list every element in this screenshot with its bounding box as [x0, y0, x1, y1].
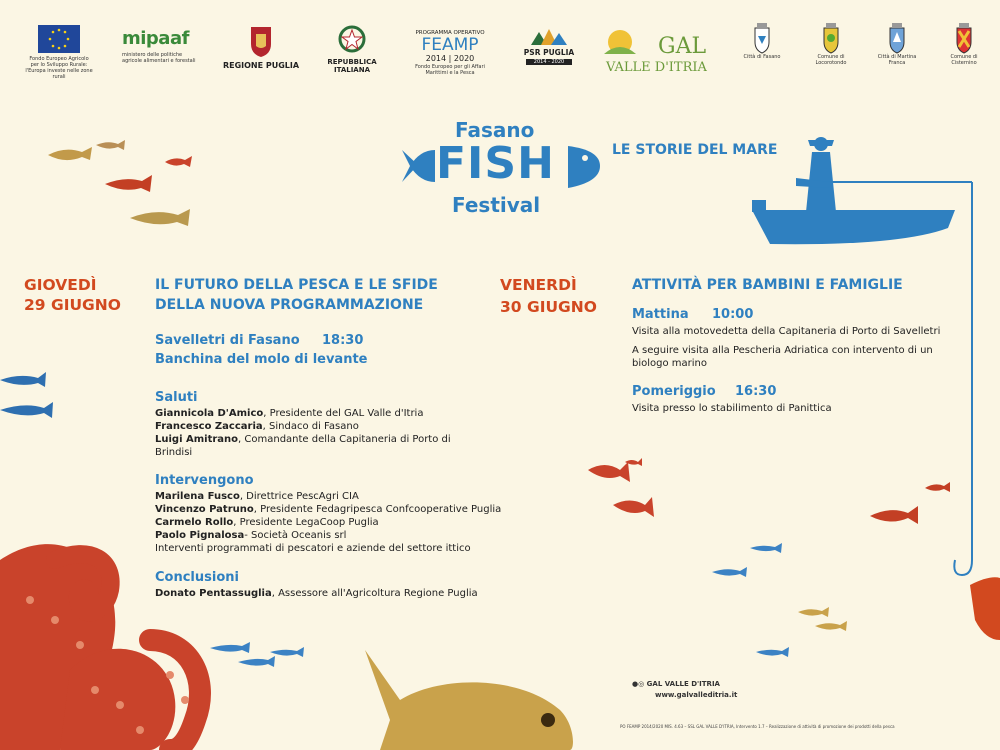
- website-link[interactable]: www.galvalleditria.it: [655, 691, 738, 699]
- psr-puglia-logo: [520, 26, 578, 65]
- left-heading-line2: DELLA NUOVA PROGRAMMAZIONE: [155, 297, 424, 313]
- sardine-illustration: [210, 642, 304, 667]
- title-fasano: Fasano: [455, 118, 535, 142]
- eu-flag-icon: [38, 25, 80, 53]
- intervengono-item: Carmelo Rollo, Presidente LegaCoop Puglia: [155, 517, 379, 528]
- fish-illustration: [870, 482, 950, 524]
- saluti-item: Luigi Amitrano, Comandante della Capitaneria di Porto di Brindisi: [155, 434, 451, 458]
- right-date: 30 GIUGNO: [500, 298, 597, 316]
- fasano-caption: Città di Fasano: [743, 54, 781, 60]
- intervengono-item: Marilena Fusco, Direttrice PescAgri CIA: [155, 491, 359, 502]
- fish-illustration: [970, 577, 1000, 640]
- intervengono-item: Vincenzo Patruno, Presidente Fedagripesca Confcooperative Puglia: [155, 504, 502, 515]
- morning-label: Mattina: [632, 307, 689, 322]
- saluti-item: Giannicola D'Amico, Presidente del GAL Valle d'Itria: [155, 408, 424, 419]
- psr-mountains-icon: [529, 26, 569, 46]
- mipaaf-name: mipaaf: [122, 28, 189, 49]
- afternoon-label: Pomeriggio: [632, 384, 716, 399]
- title-fish: FISH: [436, 138, 555, 189]
- mipaaf-logo: [122, 28, 202, 64]
- sardine-illustration: [0, 372, 46, 387]
- puglia-crest-icon: [248, 24, 274, 58]
- cisternino-crest: [940, 22, 988, 66]
- left-place: Savelletri di Fasano: [155, 333, 300, 348]
- puglia-caption: REGIONE PUGLIA: [222, 61, 300, 70]
- intervengono-note: Interventi programmati di pescatori e aziende del settore ittico: [155, 543, 471, 554]
- feamp-caption: Fondo Europeo per gli Affari Marittimi e la Pesca: [415, 64, 485, 76]
- locorotondo-crest: [806, 22, 856, 66]
- conclusioni-title: Conclusioni: [155, 570, 239, 585]
- left-date: 29 GIUGNO: [24, 296, 121, 314]
- regione-puglia-logo: [222, 24, 300, 70]
- intervengono-item: Paolo Pignalosa- Società Oceanis srl: [155, 530, 347, 541]
- footer-fineprint: PO FEAMP 2014/2020 MIS. 4.63 – SSL GAL VALLE D'ITRIA, Intervento 1.7 – Realizzazione di attività di promozione dei prodotti della pesca: [620, 724, 895, 729]
- intervengono-list: [155, 490, 515, 555]
- right-heading: ATTIVITÀ PER BAMBINI E FAMIGLIE: [632, 277, 903, 293]
- mipaaf-caption: ministero delle politiche agricole alimentari e forestali: [122, 52, 196, 64]
- fish-illustration: [798, 607, 847, 631]
- social-handle: ●◎ GAL VALLE D'ITRIA: [632, 680, 720, 688]
- fish-illustration: [96, 140, 125, 150]
- bream-illustration: [365, 650, 573, 750]
- repubblica-logo: [322, 24, 382, 74]
- afternoon-item: Visita presso lo stabilimento di Panittica: [632, 403, 832, 414]
- fish-illustration: [105, 175, 152, 192]
- morning-time: 10:00: [712, 307, 754, 322]
- tagline: LE STORIE DEL MARE: [612, 142, 778, 158]
- fasano-shield-icon: [750, 22, 774, 54]
- fish-head-silhouette: [568, 146, 600, 188]
- feamp-name: FEAMP: [421, 35, 479, 55]
- feamp-program-label: PROGRAMMA OPERATIVO: [415, 30, 485, 36]
- gal-name: GAL: [658, 34, 707, 59]
- martina-franca-crest: [872, 22, 922, 66]
- intervengono-title: Intervengono: [155, 473, 254, 488]
- facebook-icon: ●: [632, 680, 639, 688]
- fasano-crest: [740, 22, 784, 60]
- italian-emblem-icon: [337, 24, 367, 56]
- cisternino-caption: Comune di Cisternino: [950, 54, 978, 66]
- title-festival: Festival: [452, 193, 541, 217]
- gal-caption: VALLE D'ITRIA: [606, 60, 707, 75]
- saluti-list: [155, 407, 455, 459]
- left-place-detail: Banchina del molo di levante: [155, 352, 368, 367]
- feamp-logo: [404, 30, 496, 76]
- morning-item: Visita alla motovedetta della Capitaneria di Porto di Savelletri: [632, 326, 941, 337]
- left-day: GIOVEDÌ: [24, 276, 97, 294]
- eu-caption: Fondo Europeo Agricolo per lo Sviluppo Rurale: l'Europa investe nelle zone rurali: [25, 56, 93, 80]
- sardine-illustration: [0, 402, 53, 418]
- fish-illustration: [165, 156, 192, 167]
- psr-name: PSR PUGLIA: [523, 48, 575, 57]
- psr-years: 2014 - 2020: [526, 59, 572, 65]
- fish-silhouette: [402, 150, 435, 182]
- martina-franca-caption: Città di Martina Franca: [877, 54, 917, 66]
- locorotondo-shield-icon: [819, 22, 843, 54]
- saluti-title: Saluti: [155, 390, 198, 405]
- repubblica-caption: REPUBBLICA ITALIANA: [327, 58, 377, 74]
- cisternino-shield-icon: [952, 22, 976, 54]
- fish-illustration: [48, 147, 92, 160]
- left-heading-line1: IL FUTURO DELLA PESCA E LE SFIDE: [155, 277, 438, 293]
- fish-illustration: [588, 458, 654, 517]
- saluti-item: Francesco Zaccaria, Sindaco di Fasano: [155, 421, 359, 432]
- martina-franca-shield-icon: [885, 22, 909, 54]
- feamp-years: 2014 | 2020: [425, 54, 475, 63]
- locorotondo-caption: Comune di Locorotondo: [815, 54, 847, 66]
- sardine-illustration: [712, 543, 789, 657]
- right-day: VENERDÌ: [500, 276, 577, 294]
- afternoon-time: 16:30: [735, 384, 777, 399]
- gal-sun-icon: [600, 24, 640, 60]
- eu-logo: [25, 25, 93, 80]
- instagram-icon: ◎: [638, 680, 645, 688]
- fisherman-boat-illustration: [752, 137, 955, 244]
- left-time: 18:30: [322, 333, 364, 348]
- conclusioni-item: Donato Pentassuglia, Assessore all'Agricoltura Regione Puglia: [155, 588, 478, 599]
- morning-item: A seguire visita alla Pescheria Adriatica con intervento di un biologo marino: [632, 345, 933, 369]
- fish-illustration: [130, 209, 190, 226]
